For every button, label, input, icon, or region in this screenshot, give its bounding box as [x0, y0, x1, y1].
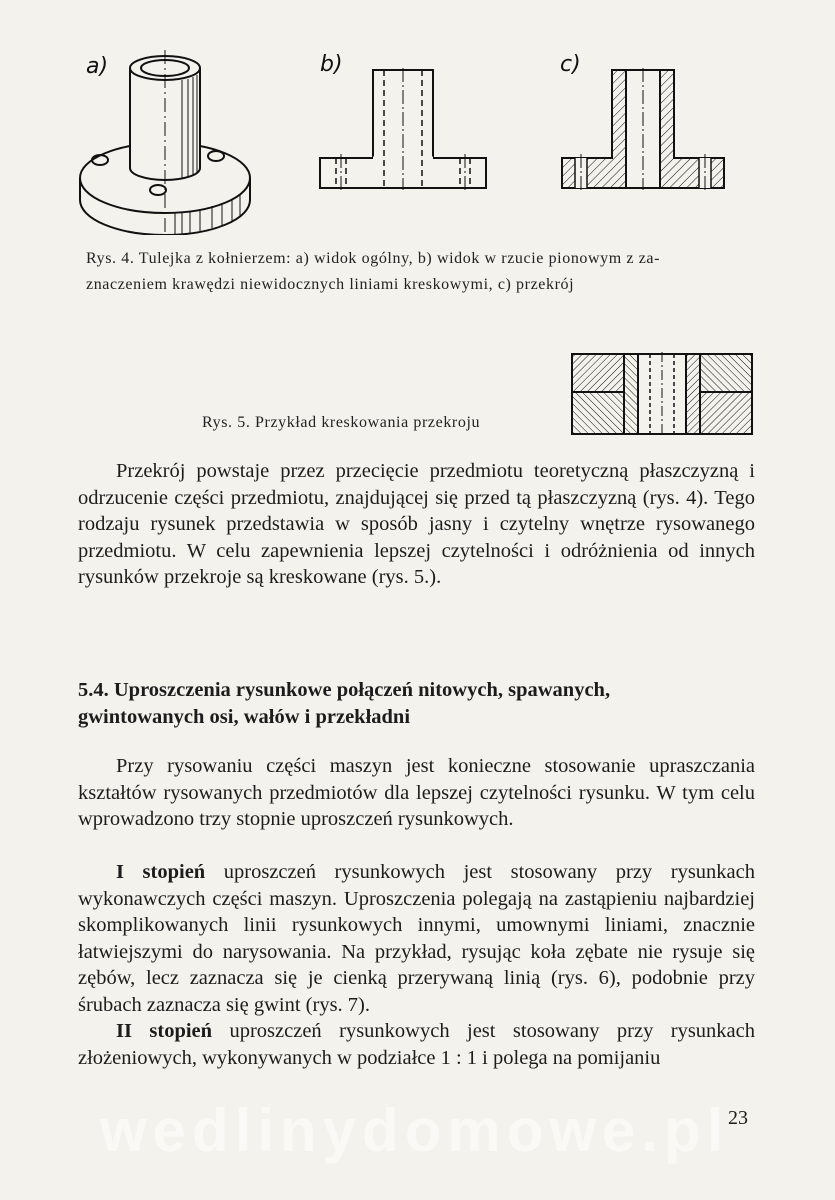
figure5-caption: Rys. 5. Przykład kreskowania przekroju: [202, 414, 481, 431]
page-number: 23: [728, 1107, 748, 1129]
second-degree-term: II stopień: [116, 1020, 213, 1042]
section-heading: [78, 677, 758, 731]
figure-label-c: c): [560, 52, 581, 77]
section-heading-line1: 5.4. Uproszczenia rysunkowe połączeń nitowych, spawanych,: [78, 679, 611, 701]
first-degree-text: uproszczeń rysunkowych jest stosowany przy rysunkach wykonawczych części maszyn. Uproszczenia polegają na zastąpieniu najbardziej skomplikowanych linii rysunkowych innymi, umownymi liniami, znacznie łatwiejszymi do narysowania. Na przykład, rysując koła zębate nie rysuje się zębów, lecz zaznacza się je cienką przerywaną linią (rys. 6), podobnie przy śrubach zaznacza się gwint (rys. 7).: [78, 861, 755, 1016]
paragraph-second-degree: [78, 1018, 755, 1071]
figure-label-b: b): [320, 52, 343, 77]
paragraph-simplification-intro: Przy rysowaniu części maszyn jest konieczne stosowanie upraszczania kształtów rysowanych przedmiotów dla lepszej czytelności rysunku. W tym celu wprowadzono trzy stopnie uproszczeń rysunkowych.: [78, 755, 755, 830]
section-heading-line2: gwintowanych osi, wałów i przekładni: [78, 706, 411, 728]
figure4-caption-line1: Rys. 4. Tulejka z kołnierzem: a) widok ogólny, b) widok w rzucie pionowym z za-: [86, 250, 661, 267]
flanged-bushing-section-view: [560, 68, 726, 190]
hatching-example-figure: [570, 352, 754, 436]
paragraph-section-definition: Przekrój powstaje przez przecięcie przedmiotu teoretyczną płaszczyzną i odrzucenie części przedmiotu, znajdującej się przed tą płaszczyzną (rys. 4). Tego rodzaju rysunek przedstawia w sposób jasny i czytelny wnętrze rysowanego przedmiotu. W celu zapewnienia lepszej czytelności i odróżnienia od innych rysunków przekroje są kreskowane (rys. 5.).: [78, 460, 755, 588]
figure4-caption: [86, 246, 766, 298]
figure4-caption-line2: znaczeniem krawędzi niewidocznych liniami kreskowymi, c) przekrój: [86, 276, 575, 293]
flanged-bushing-front-view: [318, 68, 488, 190]
watermark: wedlinydomowe.pl: [100, 1097, 730, 1164]
paragraph-first-degree: [78, 859, 755, 1018]
figure-label-a: a): [86, 54, 109, 79]
flanged-bushing-general-view: [70, 50, 260, 235]
second-degree-text: uproszczeń rysunkowych jest stosowany przy rysunkach złożeniowych, wykonywanych w podziałce 1 : 1 i polega na pomijaniu: [78, 1020, 756, 1069]
first-degree-term: I stopień: [116, 861, 206, 883]
